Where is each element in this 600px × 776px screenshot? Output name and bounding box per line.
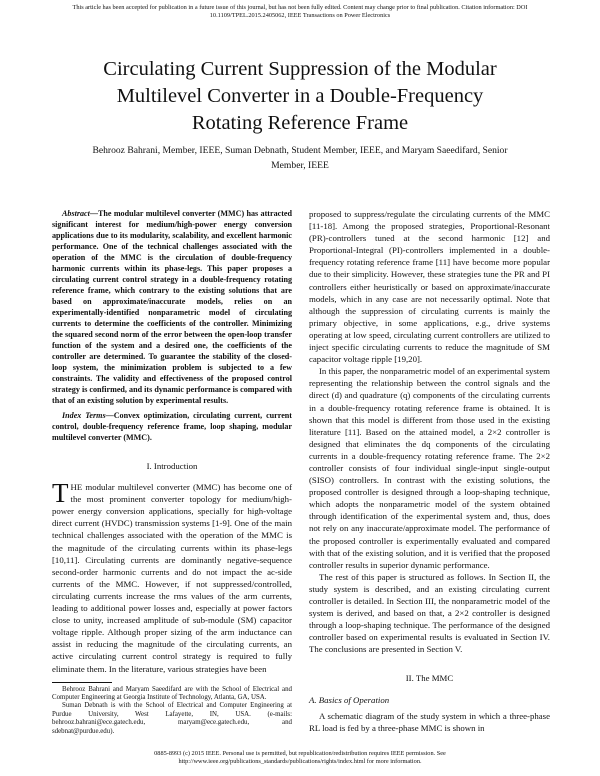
publication-notice bbox=[16, 4, 584, 20]
paragraph-schematic: A schematic diagram of the study system in which a three-phase RL load is fed by a three-phase MMC is shown in bbox=[309, 710, 550, 733]
author-list bbox=[40, 143, 560, 173]
authors-line1: Behrooz Bahrani, Member, IEEE, Suman Debnath, Student Member, IEEE, and Maryam Saeedifard, Senior bbox=[92, 145, 508, 156]
footnote-affiliation-1: Behrooz Bahrani and Maryam Saeedifard are with the School of Electrical and Computer Engineering at Georgia Institute of Technology, Atlanta, GA, USA. bbox=[52, 685, 292, 701]
publication-notice-line1: This article has been accepted for publication in a future issue of this journal, but has not been fully edited. Content may change prior to final publication. Citation information: DOI bbox=[72, 4, 528, 11]
title-line1: Circulating Current Suppression of the Modular bbox=[103, 58, 497, 80]
footnote-divider bbox=[52, 682, 112, 683]
paragraph-paper-structure: The rest of this paper is structured as follows. In Section II, the study system is described, and an existing circulating current controller is detailed. In Section III, the nonparametric model of the system is derived, and based on that, a 2×2 controller is designed through a loop-shaping technique. The performance of the designed controller based on experimental results is evaluated in Section IV. The conclusions are presented in Section V. bbox=[309, 571, 550, 655]
introduction-text: HE modular multilevel converter (MMC) has become one of the most prominent converter topology for medium/high-power energy conversion applications, specially for high-voltage direct current (HVDC) transmission systems [1-9]. One of the main technical challenges associated with the operation of the MMC is the magnitude of the circulating currents within its phase-legs [10,11]. Circulating currents are dominantly negative-sequence second-order harmonic currents and do not impact the ac-side currents of the MMC. However, if not suppressed/controlled, circulating currents increase the rms values of the arm currents, leading to additional power losses and, especially at power factors close to unity, increased amplitude of sub-module (SM) capacitor voltage ripple. Although proper sizing of the arm inductance can assist in reducing the magnitude of the circulating currents, an active circulating current control strategy is required to fully eliminate them. In the literature, various strategies have been bbox=[52, 482, 292, 674]
title-line3: Rotating Reference Frame bbox=[191, 112, 409, 134]
right-column bbox=[309, 208, 550, 734]
abstract bbox=[52, 208, 292, 406]
index-terms-text: —Convex optimization, circulating current, current control, double-frequency reference frame, loop shaping, modular multilevel converter (MMC). bbox=[52, 411, 292, 442]
publication-notice-line2: 10.1109/TPEL.2015.2405062, IEEE Transactions on Power Electronics bbox=[209, 12, 391, 19]
paragraph-proposed-strategies: proposed to suppress/regulate the circulating currents of the MMC [11-18]. Among the proposed strategies, Proportional-Resonant (PR)-controllers tuned at the second harmonic [12] and Proportional-Integral (PI)-controllers implemented in a double-frequency rotating reference frame [11] have become more popular due to their simplicity. However, these strategies tune the PR and PI controllers either heuristically or based on approximate/inaccurate models, which in any case are not necessarily optimal. Note that although the suppression of circulating currents is mainly the primary objective, in some applications, e.g., drive systems operating at low speed, circulating current controllers are utilized to inject specific circulating currents to reduce the magnitude of SM capacitor voltage ripple [19,20]. bbox=[309, 209, 550, 365]
abstract-text: —The modular multilevel converter (MMC) has attracted significant interest for medium/high-power energy conversion applications due to its modularity, scalability, and excellent harmonic performance. One of the technical challenges associated with the operation of the MMC is the circulation of double-frequency harmonic currents within its phase-legs. This paper proposes a circulating current control strategy in a double-frequency rotating reference frame, which contrary to the existing solutions that are based on approximate/inaccurate models, relies on an experimentally-identified nonparametric model of circulating currents to determine the coefficients of the controller. Minimizing the squared second norm of the error between the open-loop transfer function of the system and a desired one, the coefficients of the controller are determined. To guarantee the stability of the closed-loop system, the minimization problem is subjected to a few constraints. The validity and effectiveness of the proposed control strategy is confirmed, and its dynamic performance is compared with that of an existing solution by experimental results. bbox=[52, 209, 292, 405]
left-column bbox=[52, 208, 292, 736]
index-terms bbox=[52, 410, 292, 443]
copyright-footer bbox=[40, 750, 560, 766]
paragraph-this-paper: In this paper, the nonparametric model of an experimental system representing the relationship between the control signals and the direct (d) and quadrature (q) components of the circulating currents in a double-frequency rotating reference frame is obtained. It is shown that this model is different from those used in the existing literature [11]. Based on the attained model, a 2×2 controller is designed that eliminates the dq components of the circulating currents in a double-frequency rotating reference frame. The 2×2 controller consists of four individual single-input single-output (SISO) controllers. In contrast with the existing solutions, the proposed controller is designed through a loop-shaping technique, which adopts the nonparametric model of the system obtained through identification of the experimental system and, thus, does not rely on any inaccurate/approximate model. The performance of the proposed controller is experimentally evaluated and compared with that of the existing solution, and it is verified that the proposed controller results in superior dynamic performance. bbox=[309, 366, 550, 570]
authors-line2: Member, IEEE bbox=[271, 160, 329, 171]
section-heading-introduction: I. Introduction bbox=[146, 461, 198, 471]
index-terms-label: Index Terms bbox=[62, 411, 106, 420]
subsection-heading-basics: A. Basics of Operation bbox=[309, 694, 390, 705]
section-heading-mmc: II. The MMC bbox=[405, 673, 454, 684]
abstract-label: Abstract bbox=[62, 209, 90, 218]
copyright-line1: 0885-8993 (c) 2015 IEEE. Personal use is permitted, but republication/redistribution requires IEEE permission. See bbox=[154, 750, 446, 757]
introduction-paragraph bbox=[52, 478, 292, 675]
title-line2: Multilevel Converter in a Double-Frequency bbox=[116, 85, 484, 107]
footnote-affiliation-2: Suman Debnath is with the School of Electrical and Computer Engineering at Purdue University, West Lafayette, IN, USA. (e-mails: behrooz.bahrani@ece.gatech.edu, maryam@ece.gatech.edu, and sdebnat@purdue.edu). bbox=[52, 702, 292, 735]
copyright-line2: http://www.ieee.org/publications_standards/publications/rights/index.html for more information. bbox=[178, 758, 422, 765]
drop-cap: T bbox=[52, 478, 69, 509]
paper-title bbox=[40, 56, 560, 137]
